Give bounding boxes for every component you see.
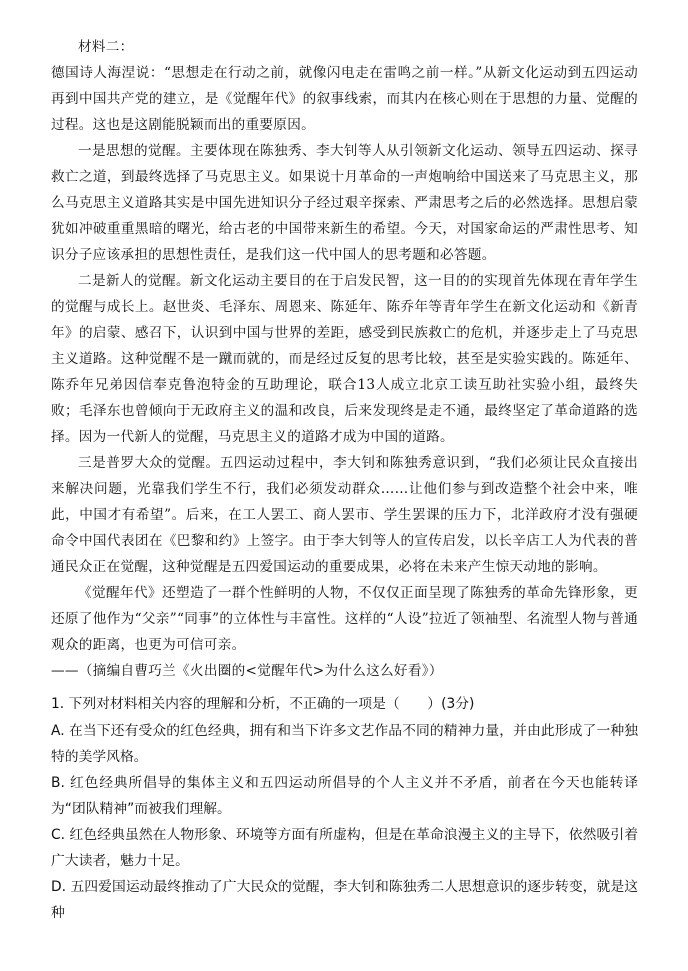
material-paragraph-thought: 一是思想的觉醒。主要体现在陈独秀、李大钊等人从引领新文化运动、领导五四运动、探寻救亡之道，到最终选择了马克思主义。如果说十月革命的一声炮响给中国送来了马克思主义，那么马克思主义道路其实是中国先进知识分子经过艰辛探索、严肃思考之后的必然选择。思想启蒙犹如冲破重重黑暗的曙光，给古老的中国带来新生的希望。今天，对国家命运的严肃性思考、知识分子应该承担的思想性责任，是我们这一代中国人的思考题和必答题。	[51, 143, 638, 263]
option-b[interactable]: B. 红色经典所倡导的集体主义和五四运动所倡导的个人主义并不矛盾，前者在今天也能转译为“团队精神”而被我们理解。	[51, 775, 638, 817]
option-c[interactable]: C. 红色经典虽然在人物形象、环境等方面有所虚构，但是在革命浪漫主义的主导下，依然吸引着广大读者，魅力十足。	[51, 827, 638, 869]
option-a[interactable]: A. 在当下还有受众的红色经典，拥有和当下许多文艺作品不同的精神力量，并由此形成了一种独特的美学风格。	[51, 723, 638, 765]
material-two	[51, 34, 638, 684]
material-source: ——（摘编自曹巧兰《火出圈的<觉醒年代>为什么这么好看》）	[51, 663, 443, 679]
material-paragraph-masses: 三是普罗大众的觉醒。五四运动过程中，李大钊和陈独秀意识到，“我们必须让民众直接出来解决问题，光靠我们学生不行，我们必须发动群众……让他们参与到改造整个社会中来，唯此，中国才有希望”。后来，在工人罢工、商人罢市、学生罢课的压力下，北洋政府才没有强硬命令中国代表团在《巴黎和约》上签字。由于李大钊等人的宣传启发，以长辛店工人为代表的普通民众正在觉醒，这种觉醒是五四爱国运动的重要成果，必将在未来产生惊天动地的影响。	[51, 455, 638, 575]
material-paragraph-quote: 德国诗人海涅说：“思想走在行动之前，就像闪电走在雷鸣之前一样。”从新文化运动到五四运动再到中国共产党的建立，是《觉醒年代》的叙事线索，而其内在核心则在于思想的力量、觉醒的过程。这也是这剧能脱颖而出的重要原因。	[51, 65, 638, 133]
question-1	[51, 691, 638, 926]
material-heading: 材料二：	[78, 39, 134, 55]
material-paragraph-youth: 二是新人的觉醒。新文化运动主要目的在于启发民智，这一目的的实现首先体现在青年学生的觉醒与成长上。赵世炎、毛泽东、周恩来、陈延年、陈乔年等青年学生在新文化运动和《新青年》的启蒙、感召下，认识到中国与世界的差距，感受到民族救亡的危机，并逐步走上了马克思主义道路。这种觉醒不是一蹴而就的，而是经过反复的思考比较，甚至是实验实践的。陈延年、陈乔年兄弟因信奉克鲁泡特金的互助理论，联合13人成立北京工读互助社实验小组，最终失败；毛泽东也曾倾向于无政府主义的温和改良，后来发现终是走不通，最终坚定了革命道路的选择。因为一代新人的觉醒，马克思主义的道路才成为中国的道路。	[51, 273, 638, 445]
material-paragraph-characters: 《觉醒年代》还塑造了一群个性鲜明的人物，不仅仅正面呈现了陈独秀的革命先锋形象，更还原了他作为“父亲”“同事”的立体性与丰富性。这样的“人设”拉近了领袖型、名流型人物与普通观众的距离，也更为可信可亲。	[51, 585, 638, 653]
question-stem: 1. 下列对材料相关内容的理解和分析，不正确的一项是（ ）(3分)	[51, 696, 475, 712]
option-d[interactable]: D. 五四爱国运动最终推动了广大民众的觉醒，李大钊和陈独秀二人思想意识的逐步转变，就是这种	[51, 879, 638, 921]
